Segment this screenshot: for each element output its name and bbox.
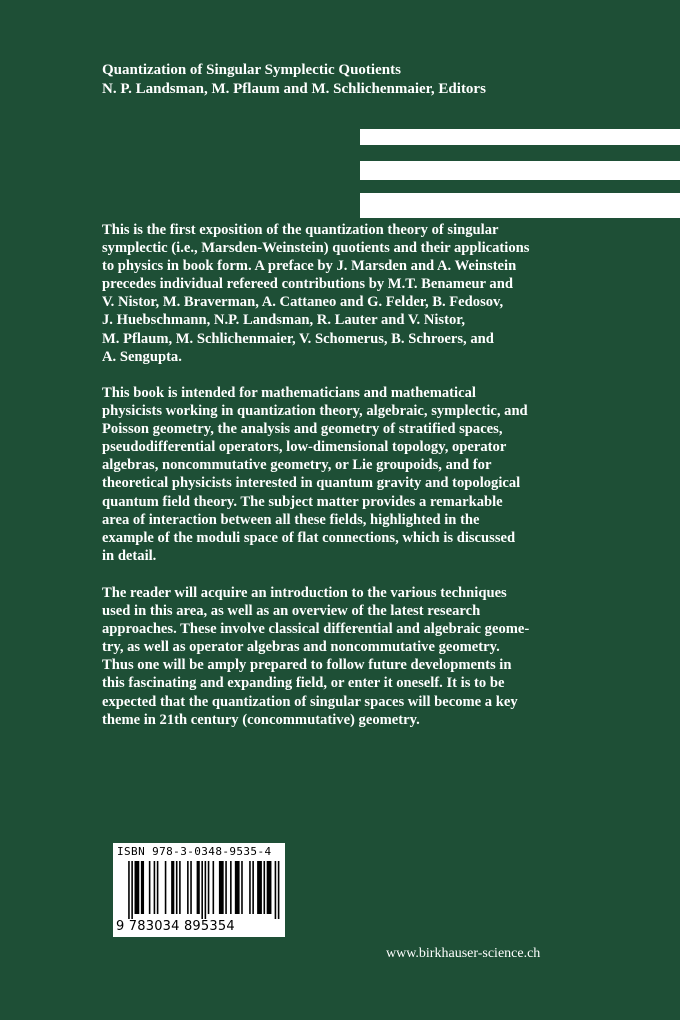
barcode-bar-7: [165, 861, 167, 914]
barcode-bar-15: [205, 861, 207, 919]
barcode-block: [113, 843, 285, 937]
barcode-bar-23: [249, 861, 251, 914]
website-url: www.birkhauser-science.ch: [386, 946, 541, 961]
barcode-bar-0: [128, 861, 130, 919]
stripe-top: [360, 129, 680, 145]
barcode-bar-14: [201, 861, 203, 919]
barcode-bar-25: [257, 861, 262, 914]
header: [102, 61, 486, 99]
ean-digits: 9 783034 895354: [116, 919, 235, 934]
barcode-bar-21: [235, 861, 240, 914]
barcode-bar-24: [252, 861, 254, 914]
barcode-bar-29: [278, 861, 280, 919]
barcode-bar-28: [275, 861, 277, 919]
description-paragraph-1: This is the first exposition of the quantization theory of singular symplectic (i.e., Marsden-Weinstein) quotients and their applications to physics in book form. A preface by J. Marsden and A. Weinstein precedes individual refereed contributions by M.T. Benameur and V. Nistor, M. Braverman, A. Cattaneo and G. Felder, B. Fedosov, J. Huebschmann, N.P. Landsman, R. Lauter and V. Nistor, M. Pflaum, M. Schlichenmaier, V. Schomerus, B. Schroers, and A. Sengupta.: [102, 222, 530, 365]
barcode-bar-1: [131, 861, 133, 919]
barcode-bar-8: [171, 861, 174, 914]
barcode-bar-26: [263, 861, 265, 914]
barcode-bar-20: [230, 861, 232, 914]
barcode-bar-16: [208, 861, 210, 914]
barcode-bar-10: [179, 861, 181, 914]
barcode-bar-2: [135, 861, 140, 914]
barcode-bars: [117, 861, 281, 919]
isbn-label: ISBN 978-3-0348-9535-4: [117, 845, 272, 858]
barcode-bar-27: [267, 861, 272, 914]
barcode-bar-19: [225, 861, 227, 914]
barcode-bar-13: [197, 861, 200, 914]
stripe-bottom: [360, 193, 680, 218]
barcode-bar-11: [187, 861, 189, 914]
book-title: Quantization of Singular Symplectic Quotients: [102, 62, 401, 78]
barcode-bar-12: [190, 861, 192, 914]
barcode-bar-3: [141, 861, 144, 914]
barcode-bar-5: [154, 861, 156, 914]
barcode-bar-18: [219, 861, 224, 914]
description-paragraph-2: This book is intended for mathematicians and mathematical physicists working in quantization theory, algebraic, symplectic, and Poisson geometry, the analysis and geometry of stratified spaces, pseudodifferential operators, low-dimensional topology, operator algebras, noncommutative geometry, or Lie groupoids, and for theoretical physicists interested in quantum gravity and topological quantum field theory. The subject matter provides a remarkable area of interaction between all these fields, highlighted in the example of the moduli space of flat connections, which is discussed in detail.: [102, 385, 528, 564]
editors-line: N. P. Landsman, M. Pflaum and M. Schlichenmaier, Editors: [102, 81, 486, 97]
description-paragraph-3: The reader will acquire an introduction to the various techniques used in this area, as well as an overview of the latest research approaches. These involve classical differential and algebraic geome- try, as well as operator algebras and noncommutative geometry. Thus one will be amply prepared to follow future developments in this fascinating and expanding field, or enter it oneself. It is to be expected that the quantization of singular spaces will become a key theme in 21th century (concommutative) geometry.: [102, 585, 530, 728]
barcode-bar-6: [157, 861, 159, 914]
stripe-middle: [360, 161, 680, 180]
barcode-bar-17: [213, 861, 215, 914]
barcode-bar-9: [176, 861, 178, 914]
barcode-bar-22: [241, 861, 243, 914]
barcode-bar-4: [149, 861, 151, 914]
